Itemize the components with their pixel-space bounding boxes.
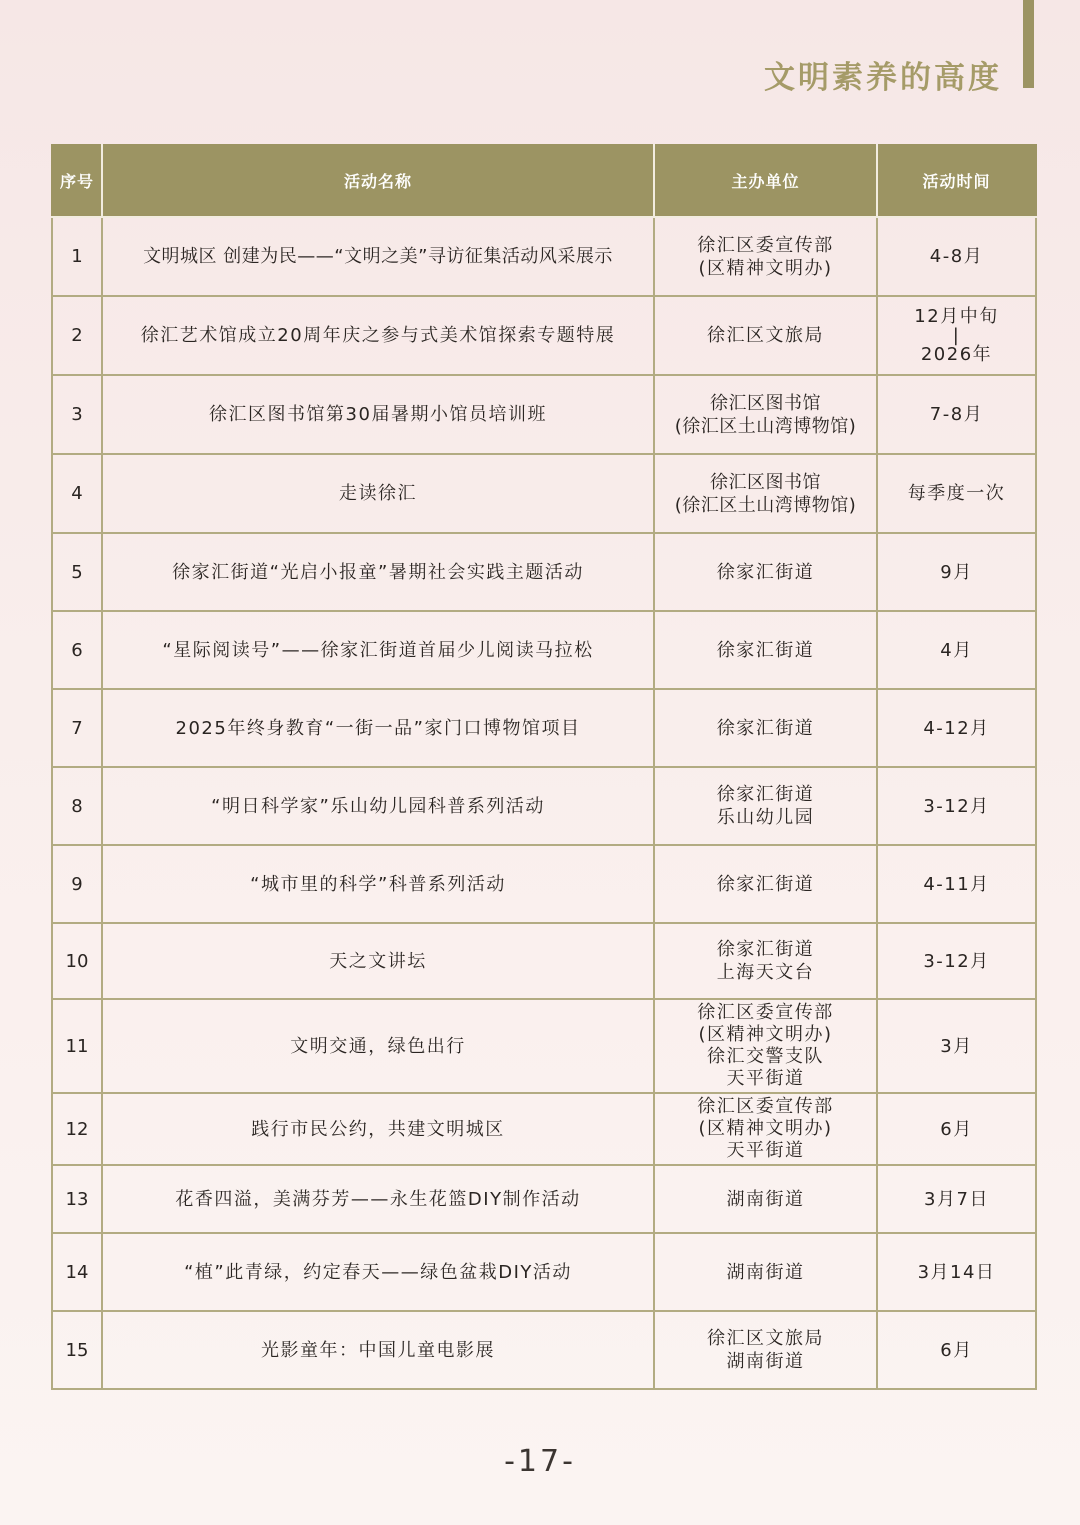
accent-bar xyxy=(1023,0,1034,88)
cell-organizer: 徐家汇街道 乐山幼儿园 xyxy=(654,767,877,845)
cell-activity-time: 3月 xyxy=(877,999,1036,1093)
cell-activity-time: 4-11月 xyxy=(877,845,1036,923)
cell-activity-name: 徐汇艺术馆成立20周年庆之参与式美术馆探索专题特展 xyxy=(102,296,654,375)
cell-organizer: 徐汇区图书馆 (徐汇区土山湾博物馆) xyxy=(654,375,877,454)
table-row xyxy=(52,689,1036,767)
cell-activity-name: 文明交通，绿色出行 xyxy=(102,999,654,1093)
cell-organizer: 徐家汇街道 xyxy=(654,611,877,689)
cell-number: 14 xyxy=(52,1233,102,1311)
cell-activity-time: 每季度一次 xyxy=(877,454,1036,533)
table-row xyxy=(52,923,1036,999)
page-number: -17- xyxy=(504,1444,576,1479)
cell-activity-time: 6月 xyxy=(877,1311,1036,1389)
cell-activity-time: 3-12月 xyxy=(877,767,1036,845)
cell-organizer: 徐汇区委宣传部 (区精神文明办) 天平街道 xyxy=(654,1093,877,1165)
table-row xyxy=(52,767,1036,845)
cell-activity-name: 徐汇区图书馆第30届暑期小馆员培训班 xyxy=(102,375,654,454)
cell-activity-name: “星际阅读号”——徐家汇街道首届少儿阅读马拉松 xyxy=(102,611,654,689)
column-header-activity-time: 活动时间 xyxy=(877,145,1036,217)
cell-organizer: 湖南街道 xyxy=(654,1233,877,1311)
cell-number: 6 xyxy=(52,611,102,689)
cell-number: 8 xyxy=(52,767,102,845)
cell-activity-name: 光影童年：中国儿童电影展 xyxy=(102,1311,654,1389)
cell-number: 11 xyxy=(52,999,102,1093)
column-header-activity-name: 活动名称 xyxy=(102,145,654,217)
column-header-number: 序号 xyxy=(52,145,102,217)
table-row xyxy=(52,217,1036,296)
table-row xyxy=(52,999,1036,1093)
cell-organizer: 徐汇区文旅局 湖南街道 xyxy=(654,1311,877,1389)
cell-activity-name: 天之文讲坛 xyxy=(102,923,654,999)
cell-activity-time: 3月7日 xyxy=(877,1165,1036,1233)
table-row xyxy=(52,375,1036,454)
cell-organizer: 徐汇区委宣传部 (区精神文明办) xyxy=(654,217,877,296)
cell-activity-name: 践行市民公约，共建文明城区 xyxy=(102,1093,654,1165)
cell-number: 10 xyxy=(52,923,102,999)
cell-activity-name: 2025年终身教育“一街一品”家门口博物馆项目 xyxy=(102,689,654,767)
table-row xyxy=(52,845,1036,923)
cell-activity-name: “植”此青绿，约定春天——绿色盆栽DIY活动 xyxy=(102,1233,654,1311)
cell-activity-name: “明日科学家”乐山幼儿园科普系列活动 xyxy=(102,767,654,845)
cell-number: 13 xyxy=(52,1165,102,1233)
cell-activity-time: 4-8月 xyxy=(877,217,1036,296)
cell-activity-time: 3月14日 xyxy=(877,1233,1036,1311)
table-row xyxy=(52,1311,1036,1389)
cell-number: 5 xyxy=(52,533,102,611)
cell-organizer: 徐家汇街道 xyxy=(654,689,877,767)
cell-number: 12 xyxy=(52,1093,102,1165)
table-row xyxy=(52,1093,1036,1165)
cell-number: 1 xyxy=(52,217,102,296)
table-row xyxy=(52,454,1036,533)
cell-number: 15 xyxy=(52,1311,102,1389)
cell-activity-name: 花香四溢，美满芬芳——永生花篮DIY制作活动 xyxy=(102,1165,654,1233)
table-row xyxy=(52,296,1036,375)
cell-number: 4 xyxy=(52,454,102,533)
cell-organizer: 徐汇区图书馆 (徐汇区土山湾博物馆) xyxy=(654,454,877,533)
cell-activity-time: 4-12月 xyxy=(877,689,1036,767)
cell-organizer: 徐家汇街道 上海天文台 xyxy=(654,923,877,999)
cell-number: 3 xyxy=(52,375,102,454)
activities-table xyxy=(51,144,1037,1390)
cell-activity-time: 9月 xyxy=(877,533,1036,611)
cell-activity-time: 4月 xyxy=(877,611,1036,689)
cell-activity-name: 徐家汇街道“光启小报童”暑期社会实践主题活动 xyxy=(102,533,654,611)
cell-organizer: 徐家汇街道 xyxy=(654,533,877,611)
cell-organizer: 徐汇区文旅局 xyxy=(654,296,877,375)
table-row xyxy=(52,533,1036,611)
cell-activity-name: 走读徐汇 xyxy=(102,454,654,533)
cell-activity-name: “城市里的科学”科普系列活动 xyxy=(102,845,654,923)
column-header-organizer: 主办单位 xyxy=(654,145,877,217)
cell-activity-time: 3-12月 xyxy=(877,923,1036,999)
cell-number: 2 xyxy=(52,296,102,375)
table-row xyxy=(52,1233,1036,1311)
table-row xyxy=(52,611,1036,689)
table-header-row xyxy=(52,145,1036,217)
cell-activity-name: 文明城区 创建为民——“文明之美”寻访征集活动风采展示 xyxy=(102,217,654,296)
section-title: 文明素养的高度 xyxy=(764,60,1002,96)
cell-activity-time: 7-8月 xyxy=(877,375,1036,454)
cell-activity-time: 12月中旬 | 2026年 xyxy=(877,296,1036,375)
cell-organizer: 徐汇区委宣传部 (区精神文明办) 徐汇交警支队 天平街道 xyxy=(654,999,877,1093)
cell-organizer: 徐家汇街道 xyxy=(654,845,877,923)
table-row xyxy=(52,1165,1036,1233)
cell-organizer: 湖南街道 xyxy=(654,1165,877,1233)
cell-number: 7 xyxy=(52,689,102,767)
cell-activity-time: 6月 xyxy=(877,1093,1036,1165)
cell-number: 9 xyxy=(52,845,102,923)
